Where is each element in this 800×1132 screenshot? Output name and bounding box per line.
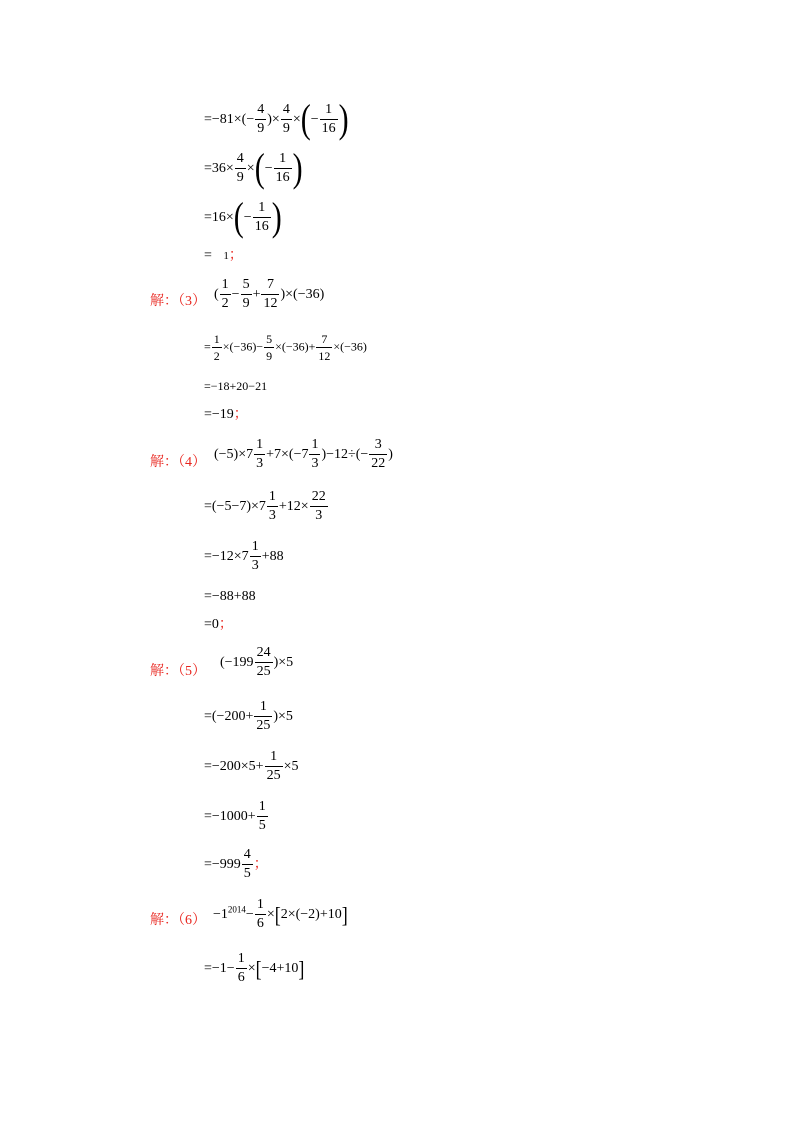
bracket: [ bbox=[274, 902, 281, 928]
fraction bbox=[274, 152, 292, 185]
question-expression bbox=[214, 438, 393, 471]
solution-label: 解：（5） bbox=[150, 664, 206, 679]
numerator: 1 bbox=[236, 952, 247, 969]
expr-text: ( bbox=[214, 286, 219, 302]
step-line: =−18+20−21 bbox=[204, 379, 268, 393]
denominator: 3 bbox=[251, 557, 259, 573]
numerator: 1 bbox=[253, 201, 271, 218]
numerator: 1 bbox=[274, 152, 292, 169]
big-paren: ) bbox=[292, 145, 303, 191]
numerator: 1 bbox=[213, 332, 220, 346]
fraction bbox=[316, 333, 332, 362]
expr-text: = bbox=[204, 248, 212, 263]
question-expression bbox=[214, 278, 324, 311]
denominator: 9 bbox=[236, 169, 244, 185]
fraction bbox=[254, 438, 265, 471]
expr-text: + bbox=[252, 286, 261, 302]
step-line bbox=[204, 96, 349, 142]
fraction bbox=[255, 646, 273, 679]
bracket: ] bbox=[298, 956, 305, 982]
expr-text: × bbox=[246, 160, 255, 176]
denominator: 9 bbox=[266, 348, 273, 363]
fraction bbox=[281, 103, 292, 136]
fraction bbox=[265, 750, 283, 783]
fraction bbox=[267, 490, 278, 523]
denominator: 5 bbox=[258, 817, 266, 833]
expr-text: )× bbox=[267, 111, 280, 127]
big-paren: ( bbox=[254, 145, 265, 191]
expr-text: =−1000+ bbox=[204, 808, 256, 824]
denominator: 3 bbox=[268, 507, 276, 523]
denominator: 6 bbox=[237, 969, 245, 985]
denominator: 3 bbox=[256, 455, 264, 471]
denominator: 25 bbox=[256, 717, 271, 733]
exponent: 2014 bbox=[227, 904, 246, 915]
denominator: 16 bbox=[321, 120, 336, 136]
fraction bbox=[253, 201, 271, 234]
expr-text: ) bbox=[388, 446, 393, 462]
solution-label: 解：（6） bbox=[150, 913, 206, 928]
denominator: 9 bbox=[242, 295, 250, 311]
expr-text: +12× bbox=[278, 498, 309, 514]
step-line: =−88+88 bbox=[204, 589, 256, 604]
expr-text: (−5)×7 bbox=[214, 446, 254, 462]
expr-text: −1 bbox=[213, 906, 228, 922]
numerator: 1 bbox=[309, 438, 320, 455]
expr-text: =−999 bbox=[204, 856, 241, 872]
expr-text: =36× bbox=[204, 160, 234, 176]
big-paren: ( bbox=[233, 194, 244, 240]
step-line bbox=[204, 848, 268, 881]
numerator: 4 bbox=[281, 103, 292, 120]
question-expression bbox=[213, 898, 348, 931]
denominator: 12 bbox=[263, 295, 278, 311]
expr-text: −4+10 bbox=[261, 960, 299, 976]
solution-label: 解：（4） bbox=[150, 455, 206, 470]
denominator: 16 bbox=[275, 169, 290, 185]
numerator: 1 bbox=[220, 278, 231, 295]
fraction bbox=[255, 898, 266, 931]
semicolon: ； bbox=[228, 248, 243, 263]
expr-text: − bbox=[231, 286, 240, 302]
expr-text: ×(−36)+ bbox=[275, 339, 316, 354]
numerator: 1 bbox=[255, 898, 266, 915]
step-line bbox=[204, 952, 304, 985]
semicolon: ； bbox=[233, 407, 248, 422]
fraction bbox=[257, 800, 268, 833]
numerator: 3 bbox=[369, 438, 387, 455]
expr-text: +7×(−7 bbox=[266, 446, 309, 462]
fraction bbox=[235, 152, 246, 185]
numerator: 1 bbox=[267, 490, 278, 507]
numerator: 1 bbox=[254, 438, 265, 455]
fraction bbox=[220, 278, 231, 311]
expr-text: × bbox=[266, 906, 275, 922]
expr-text: ×(−36)− bbox=[222, 339, 264, 354]
bracket: [ bbox=[255, 956, 262, 982]
expr-text: 2×(−2)+10 bbox=[280, 906, 342, 922]
expr-text: (−199 bbox=[220, 654, 254, 670]
solution-label: 解：（3） bbox=[150, 294, 206, 309]
expr-text: =−19 bbox=[204, 407, 234, 422]
numerator: 4 bbox=[255, 103, 266, 120]
denominator: 3 bbox=[315, 507, 323, 523]
expr-text: )×5 bbox=[273, 654, 294, 670]
expr-text: )×5 bbox=[273, 708, 293, 724]
denominator: 2 bbox=[221, 295, 229, 311]
fraction bbox=[310, 490, 328, 523]
numerator: 22 bbox=[310, 490, 328, 507]
fraction bbox=[369, 438, 387, 471]
big-paren: ) bbox=[338, 96, 349, 142]
step-line bbox=[204, 249, 243, 263]
step-line bbox=[204, 800, 269, 833]
numerator: 24 bbox=[255, 646, 273, 663]
fraction bbox=[236, 952, 247, 985]
numerator: 1 bbox=[320, 103, 338, 120]
denominator: 25 bbox=[256, 663, 271, 679]
denominator: 22 bbox=[371, 455, 386, 471]
numerator: 5 bbox=[241, 278, 252, 295]
step-line bbox=[204, 194, 282, 240]
denominator: 3 bbox=[311, 455, 319, 471]
expr-text: +88 bbox=[261, 548, 284, 564]
step-line bbox=[204, 618, 233, 632]
numerator: 5 bbox=[266, 332, 273, 346]
expr-text: ×(−36) bbox=[333, 339, 367, 354]
expr-text: − bbox=[264, 160, 273, 176]
step-line bbox=[204, 750, 299, 783]
bracket: ] bbox=[341, 902, 348, 928]
expr-text: = bbox=[204, 339, 211, 354]
big-paren: ( bbox=[300, 96, 311, 142]
fraction bbox=[309, 438, 320, 471]
numerator: 7 bbox=[316, 333, 332, 348]
denominator: 9 bbox=[282, 120, 290, 136]
step-line bbox=[204, 333, 367, 362]
numerator: 1 bbox=[265, 750, 283, 767]
denominator: 12 bbox=[318, 348, 331, 363]
expr-text: ×5 bbox=[283, 758, 299, 774]
expr-text: =−1− bbox=[204, 960, 235, 976]
semicolon: ； bbox=[218, 617, 233, 632]
expr-text: =−12×7 bbox=[204, 548, 249, 564]
step-line bbox=[204, 540, 284, 573]
expr-text: − bbox=[245, 906, 254, 922]
numerator: 1 bbox=[250, 540, 261, 557]
expr-text: =−81×(− bbox=[204, 111, 255, 127]
expr-text: )×(−36) bbox=[280, 286, 325, 302]
fraction bbox=[264, 333, 274, 362]
fraction bbox=[254, 700, 272, 733]
expr-text: 1 bbox=[223, 250, 229, 262]
numerator: 4 bbox=[242, 848, 253, 865]
denominator: 5 bbox=[243, 865, 251, 881]
denominator: 25 bbox=[266, 767, 281, 783]
fraction bbox=[320, 103, 338, 136]
denominator: 16 bbox=[254, 218, 269, 234]
expr-text: × bbox=[292, 111, 301, 127]
fraction bbox=[261, 278, 279, 311]
fraction bbox=[255, 103, 266, 136]
expr-text: =(−5−7)×7 bbox=[204, 498, 266, 514]
expr-text: − bbox=[310, 111, 319, 127]
question-expression bbox=[220, 646, 293, 679]
step-line bbox=[204, 700, 293, 733]
big-paren: ) bbox=[271, 194, 282, 240]
expr-text: =16× bbox=[204, 209, 234, 225]
fraction bbox=[242, 848, 253, 881]
step-line bbox=[204, 490, 329, 523]
numerator: 7 bbox=[261, 278, 279, 295]
expr-text: =(−200+ bbox=[204, 708, 254, 724]
step-line bbox=[204, 145, 303, 191]
expr-text: =−200×5+ bbox=[204, 758, 264, 774]
fraction bbox=[212, 333, 222, 362]
expr-text: × bbox=[247, 960, 256, 976]
step-line bbox=[204, 408, 248, 422]
numerator: 4 bbox=[235, 152, 246, 169]
expr-text: − bbox=[243, 209, 252, 225]
semicolon: ； bbox=[253, 856, 268, 872]
fraction bbox=[250, 540, 261, 573]
expr-text: =0 bbox=[204, 617, 219, 632]
numerator: 1 bbox=[254, 700, 272, 717]
expr-text: )−12÷(− bbox=[321, 446, 369, 462]
denominator: 6 bbox=[256, 915, 264, 931]
fraction bbox=[241, 278, 252, 311]
denominator: 2 bbox=[213, 348, 220, 363]
numerator: 1 bbox=[257, 800, 268, 817]
denominator: 9 bbox=[257, 120, 265, 136]
